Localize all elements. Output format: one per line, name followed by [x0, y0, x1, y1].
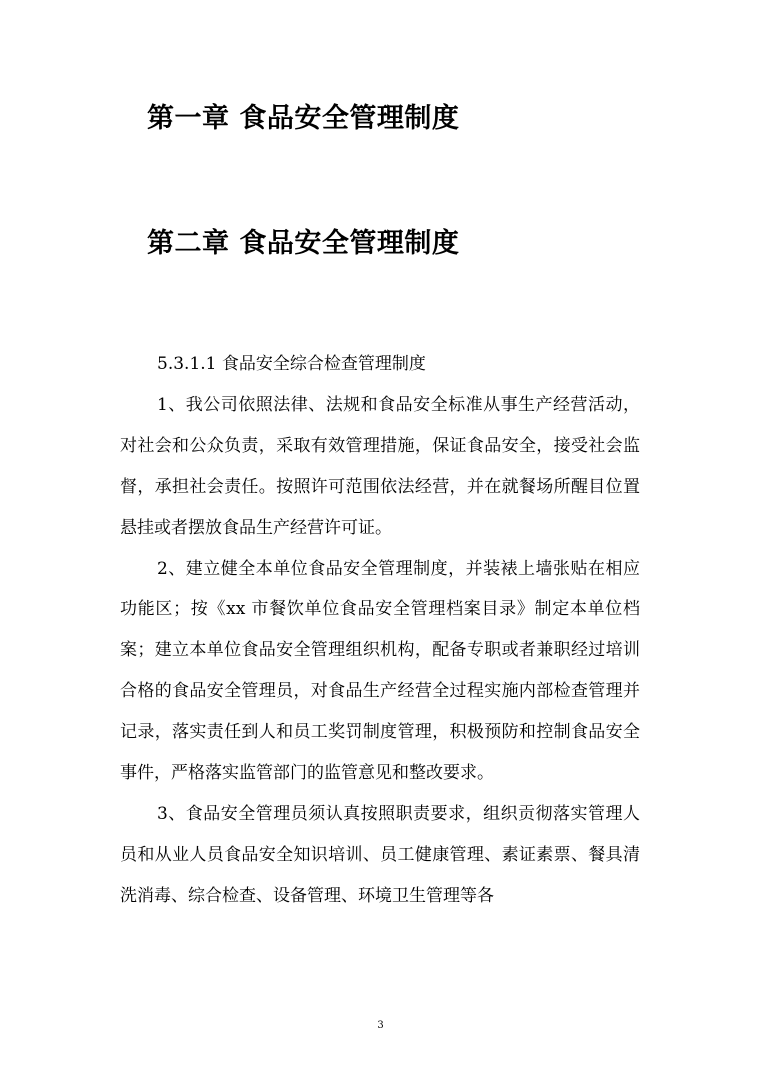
section-title: 5.3.1.1 食品安全综合检查管理制度 — [157, 354, 426, 374]
page-number: 3 — [377, 1020, 384, 1031]
document-body — [120, 344, 640, 917]
paragraph-3: 3、食品安全管理员须认真按照职责要求，组织贡彻落实管理人员和从业人员食品安全知识培训、员工健康管理、素证素票、餐具清洗消毒、综合检查、设备管理、环境卫生管理等各 — [120, 803, 640, 906]
paragraph-2: 2、建立健全本单位食品安全管理制度，并装裱上墙张贴在相应功能区；按《xx 市餐饮单位食品安全管理档案目录》制定本单位档案；建立本单位食品安全管理组织机构，配备专职或者兼职经过培训合格的食品安全管理员，对食品生产经营全过程实施内部检查管理并记录，落实责任到人和员工奖罚制度管理，积极预防和控制食品安全事件，严格落实监管部门的监管意见和整改要求。 — [120, 558, 640, 784]
chapter-two-heading: 第二章 食品安全管理制度 — [147, 228, 460, 259]
chapter-one-heading: 第一章 食品安全管理制度 — [147, 103, 460, 134]
paragraph-1: 1、我公司依照法律、法规和食品安全标准从事生产经营活动，对社会和公众负责，采取有效管理措施，保证食品安全，接受社会监督，承担社会责任。按照许可范围依法经营，并在就餐场所醒目位置悬挂或者摆放食品生产经营许可证。 — [120, 394, 640, 538]
